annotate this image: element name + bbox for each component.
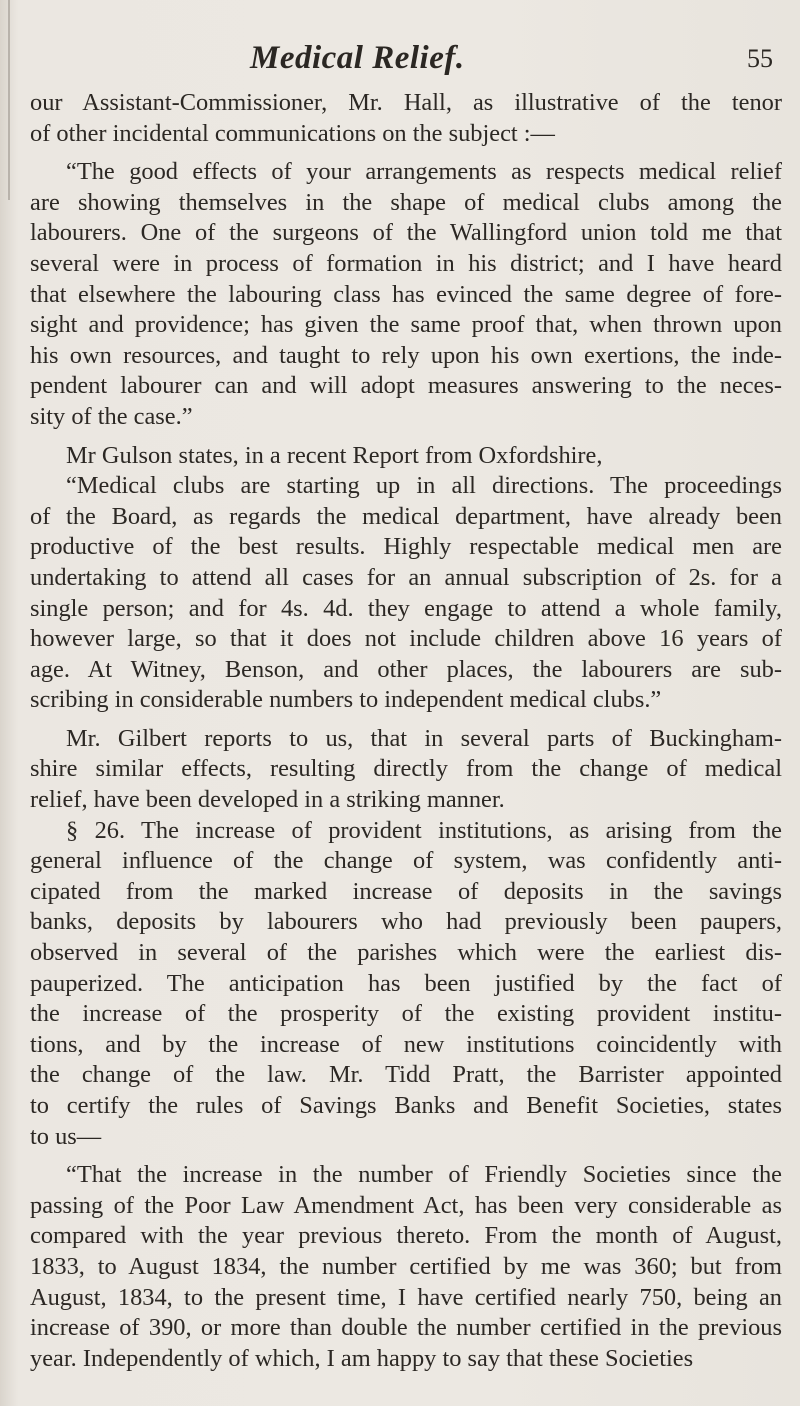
- text-line: that elsewhere the labouring class has evinced the same degree of fore-: [30, 280, 782, 308]
- text-line: sity of the case.”: [30, 402, 193, 430]
- text-line: undertaking to attend all cases for an annual subscription of 2s. for a: [30, 563, 782, 591]
- text-line: of other incidental communications on the subject :—: [30, 119, 555, 147]
- quotation-paragraph: [30, 1160, 782, 1374]
- page-header: [0, 40, 800, 84]
- paragraph: [30, 88, 782, 149]
- page-body: [30, 88, 782, 1374]
- text-line: to certify the rules of Savings Banks and Benefit Societies, states: [30, 1092, 782, 1119]
- text-line: compared with the year previous thereto. From the month of August,: [30, 1222, 782, 1250]
- text-line: our Assistant-Commissioner, Mr. Hall, as illustrative of the tenor: [30, 89, 782, 116]
- text-line: scribing in considerable numbers to independent medical clubs.”: [30, 686, 662, 714]
- text-line: several were in process of formation in his district; and I have heard: [30, 249, 782, 277]
- binding-edge: [8, 0, 10, 200]
- quotation-paragraph: [30, 471, 782, 716]
- text-line: pauperized. The anticipation has been justified by the fact of: [30, 969, 782, 997]
- text-line: relief, have been developed in a striking manner.: [30, 786, 505, 814]
- text-line: single person; and for 4s. 4d. they engage to attend a whole family,: [30, 594, 782, 622]
- text-line: sight and providence; has given the same proof that, when thrown upon: [30, 311, 782, 339]
- text-line: observed in several of the parishes which were the earliest dis-: [30, 939, 782, 967]
- text-line: age. At Witney, Benson, and other places, the labourers are sub-: [30, 655, 782, 683]
- text-line: “The good effects of your arrangements as respects medical relief: [66, 158, 782, 186]
- text-line: productive of the best results. Highly respectable medical men are: [30, 533, 782, 561]
- text-line: August, 1834, to the present time, I have certified nearly 750, being an: [30, 1283, 782, 1311]
- text-line: banks, deposits by labourers who had previously been paupers,: [30, 908, 782, 936]
- text-line: Mr. Gilbert reports to us, that in several parts of Buckingham-: [66, 724, 782, 752]
- paragraph: [30, 724, 782, 816]
- text-line: general influence of the change of system, was confidently anti-: [30, 847, 782, 875]
- page-number: 55: [747, 44, 773, 73]
- section-paragraph: [30, 816, 782, 1153]
- quotation-paragraph: [30, 157, 782, 432]
- text-line: to us—: [30, 1122, 102, 1150]
- text-line: pendent labourer can and will adopt measures answering to the neces-: [30, 372, 782, 400]
- text-line: the increase of the prosperity of the existing provident institu-: [30, 1000, 782, 1028]
- text-line: passing of the Poor Law Amendment Act, has been very considerable as: [30, 1191, 782, 1219]
- text-line: labourers. One of the surgeons of the Wallingford union told me that: [30, 219, 782, 247]
- text-line: year. Independently of which, I am happy to say that these Societies: [30, 1344, 694, 1372]
- text-line: increase of 390, or more than double the number certified in the previous: [30, 1314, 782, 1342]
- text-line: 1833, to August 1834, the number certified by me was 360; but from: [30, 1252, 782, 1280]
- text-line: cipated from the marked increase of deposits in the savings: [30, 877, 782, 905]
- text-line: “Medical clubs are starting up in all directions. The proceedings: [66, 472, 782, 500]
- text-line: his own resources, and taught to rely upon his own exertions, the inde-: [30, 341, 782, 369]
- text-line: the change of the law. Mr. Tidd Pratt, the Barrister appointed: [30, 1061, 782, 1089]
- text-line: tions, and by the increase of new institutions coincidently with: [30, 1030, 782, 1058]
- text-line: § 26. The increase of provident institutions, as arising from the: [66, 816, 782, 844]
- text-line: “That the increase in the number of Friendly Societies since the: [66, 1161, 782, 1189]
- paragraph: [30, 441, 782, 472]
- text-line: are showing themselves in the shape of medical clubs among the: [30, 188, 782, 216]
- text-line: of the Board, as regards the medical department, have already been: [30, 502, 782, 530]
- running-head: Medical Relief.: [250, 40, 465, 76]
- text-line: Mr Gulson states, in a recent Report from Oxfordshire,: [66, 441, 603, 469]
- text-line: shire similar effects, resulting directly from the change of medical: [30, 755, 782, 783]
- text-line: however large, so that it does not include children above 16 years of: [30, 625, 782, 653]
